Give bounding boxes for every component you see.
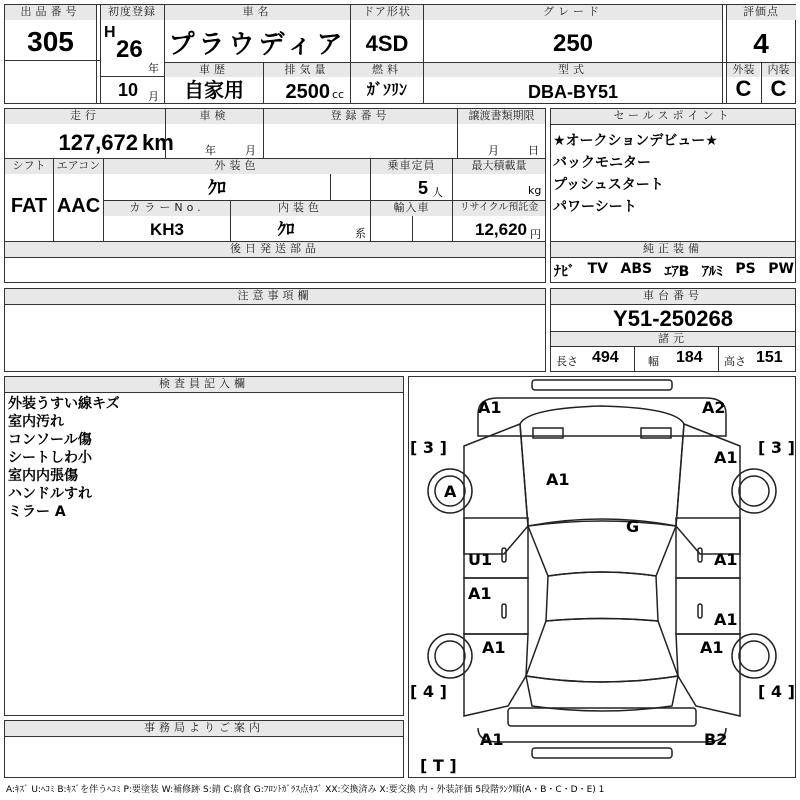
dmg-rear-left: A1 bbox=[480, 730, 504, 749]
door-label: ドア形状 bbox=[351, 5, 423, 20]
recycle-value: 12,620 bbox=[475, 220, 527, 239]
inspector-line: ハンドルすれ bbox=[8, 486, 92, 502]
equipment-item: PW bbox=[768, 261, 794, 277]
dmg-bracket-left-bot: [ 4 ] bbox=[410, 682, 447, 701]
transfer-label: 譲渡書類期限 bbox=[458, 109, 545, 124]
recycle-label: リサイクル預託金 bbox=[453, 201, 545, 216]
model-label: 型式 bbox=[424, 63, 722, 77]
office-label: 事務局よりご案内 bbox=[5, 721, 403, 736]
ext-grade-value: C bbox=[735, 76, 752, 101]
inspection-year-unit: 年 bbox=[205, 144, 216, 157]
ext-grade-label: 外装 bbox=[727, 63, 760, 77]
ext-color-label: 外装色 bbox=[104, 159, 370, 174]
ac-label: エアコン bbox=[54, 159, 103, 174]
chassis-label: 車台番号 bbox=[551, 289, 795, 304]
selling-line-1: ★オークションデビュー★ bbox=[553, 133, 718, 149]
dmg-rear-fender-right: A1 bbox=[700, 638, 724, 657]
notes-label: 注意事項欄 bbox=[5, 289, 545, 304]
dmg-bracket-right-bot: [ 4 ] bbox=[758, 682, 795, 701]
name-label: 車名 bbox=[165, 5, 350, 20]
int-color-value: ｸﾛ bbox=[277, 220, 295, 239]
grade-value: 250 bbox=[552, 30, 594, 57]
equipment-item: ｱﾙﾐ bbox=[701, 264, 723, 280]
width-value: 184 bbox=[676, 349, 703, 366]
capacity-label: 乗車定員 bbox=[371, 159, 452, 174]
transfer-day-unit: 日 bbox=[528, 144, 539, 157]
selling-label: セールスポイント bbox=[551, 109, 795, 124]
legend: A:ｷｽﾞ U:ﾍｺﾐ B:ｷｽﾞを伴うﾍｺﾐ P:要塗装 W:補修跡 S:錆 C:腐食 G:ﾌﾛﾝﾄｶﾞﾗｽ点ｷｽﾞ XX:交換済み X:要交換 内・外装評価 5段階ﾗﾝｸ順(A・B・C・D・E) 1 bbox=[6, 785, 605, 795]
height-label: 高さ bbox=[724, 355, 746, 368]
equipment-label: 純正装備 bbox=[551, 242, 795, 257]
dmg-front-left: A1 bbox=[478, 398, 502, 417]
equipment-item: TV bbox=[587, 261, 608, 277]
int-grade-value: C bbox=[770, 76, 787, 101]
month-value: 10 bbox=[118, 80, 139, 100]
history-label: 車歴 bbox=[165, 63, 263, 77]
later-parts-label: 後日発送部品 bbox=[5, 242, 545, 257]
equipment-item: ﾅﾋﾞ bbox=[554, 264, 575, 280]
capacity-unit: 人 bbox=[432, 186, 443, 199]
inspector-notes bbox=[8, 395, 120, 521]
dmg-door-right-rear: A1 bbox=[714, 610, 738, 629]
era-letter: H bbox=[104, 24, 116, 41]
inspector-line: ミラー A bbox=[8, 504, 66, 520]
height-value: 151 bbox=[756, 349, 783, 366]
car-name: プラウディア bbox=[168, 29, 347, 59]
displacement-label: 排気量 bbox=[264, 63, 350, 77]
mileage-label: 走行 bbox=[5, 109, 165, 124]
door-value: 4SD bbox=[365, 31, 409, 56]
inspection-label: 車検 bbox=[166, 109, 263, 124]
grade-label: グレード bbox=[424, 5, 722, 20]
first-reg-label: 初度登録 bbox=[100, 5, 164, 20]
displacement-unit: cc bbox=[332, 88, 345, 101]
ac-value: AAC bbox=[56, 195, 101, 217]
length-label: 長さ bbox=[556, 355, 578, 368]
inspection-month-unit: 月 bbox=[245, 144, 256, 157]
selling-line-2: バックモニター bbox=[553, 155, 651, 171]
spec-label: 諸元 bbox=[551, 332, 795, 346]
dmg-bracket-right-top: [ 3 ] bbox=[758, 438, 795, 457]
history-value: 自家用 bbox=[184, 80, 244, 102]
length-value: 494 bbox=[592, 349, 619, 366]
inspector-label: 検査員記入欄 bbox=[5, 377, 403, 392]
inspector-line: シートしわ小 bbox=[8, 450, 92, 466]
width-label: 幅 bbox=[648, 355, 659, 368]
reg-no-label: 登録番号 bbox=[264, 109, 457, 124]
equipment-list bbox=[554, 261, 794, 281]
year-unit: 年 bbox=[148, 62, 159, 75]
int-color-unit: 系 bbox=[355, 227, 366, 240]
capacity-value: 5 bbox=[417, 178, 428, 198]
score-label: 評価点 bbox=[726, 5, 796, 20]
shift-value: FAT bbox=[10, 195, 48, 217]
inspector-line: 室内内張傷 bbox=[8, 468, 78, 484]
dmg-rear-fender-left: A1 bbox=[482, 638, 506, 657]
int-grade-label: 内装 bbox=[762, 63, 795, 77]
equipment-item: ｴｱB bbox=[664, 264, 690, 280]
color-no-value: KH3 bbox=[149, 220, 184, 239]
dmg-bracket-left-top: [ 3 ] bbox=[410, 438, 447, 457]
dmg-door-right-front: A1 bbox=[714, 550, 738, 569]
dmg-wheel-front-left: A bbox=[444, 482, 457, 501]
inspector-line: 室内汚れ bbox=[8, 414, 64, 430]
month-unit: 月 bbox=[148, 90, 159, 103]
load-label: 最大積載量 bbox=[453, 159, 545, 174]
dmg-trunk: [ T ] bbox=[420, 756, 457, 775]
shift-label: シフト bbox=[5, 159, 53, 174]
dmg-rear-right: B2 bbox=[704, 730, 728, 749]
mileage-unit: km bbox=[142, 130, 174, 155]
equipment-item: PS bbox=[735, 261, 756, 277]
dmg-front-right: A2 bbox=[702, 398, 726, 417]
load-unit: kg bbox=[528, 184, 542, 197]
score-value: 4 bbox=[753, 28, 769, 59]
inspector-line: コンソール傷 bbox=[8, 432, 92, 448]
recycle-unit: 円 bbox=[530, 228, 541, 241]
color-no-label: カラーNo. bbox=[104, 201, 230, 216]
selling-line-4: パワーシート bbox=[553, 199, 637, 215]
displacement-value: 2500 bbox=[285, 81, 330, 103]
car-diagram bbox=[408, 376, 796, 778]
int-color-label: 内装色 bbox=[231, 201, 370, 216]
dmg-door-left-rear: A1 bbox=[468, 584, 492, 603]
dmg-door-left-front: U1 bbox=[468, 550, 493, 569]
fuel-label: 燃料 bbox=[351, 63, 423, 77]
inspector-line: 外装うすい線キズ bbox=[8, 396, 120, 412]
dmg-fender-right: A1 bbox=[714, 448, 738, 467]
model-value: DBA-BY51 bbox=[527, 82, 619, 102]
transfer-month-unit: 月 bbox=[488, 144, 499, 157]
equipment-item: ABS bbox=[620, 261, 653, 277]
mileage-value: 127,672 bbox=[58, 130, 138, 155]
dmg-hood: A1 bbox=[546, 470, 570, 489]
ext-color-value: ｸﾛ bbox=[208, 178, 226, 198]
chassis-value: Y51-250268 bbox=[613, 306, 733, 331]
lot-label: 出品番号 bbox=[5, 5, 96, 20]
import-label: 輸入車 bbox=[371, 201, 452, 216]
lot-value: 305 bbox=[27, 26, 74, 57]
dmg-glass: G bbox=[626, 517, 640, 536]
fuel-value: ｶﾞｿﾘﾝ bbox=[366, 82, 407, 99]
year-value: 26 bbox=[116, 36, 143, 63]
selling-line-3: プッシュスタート bbox=[553, 177, 664, 193]
